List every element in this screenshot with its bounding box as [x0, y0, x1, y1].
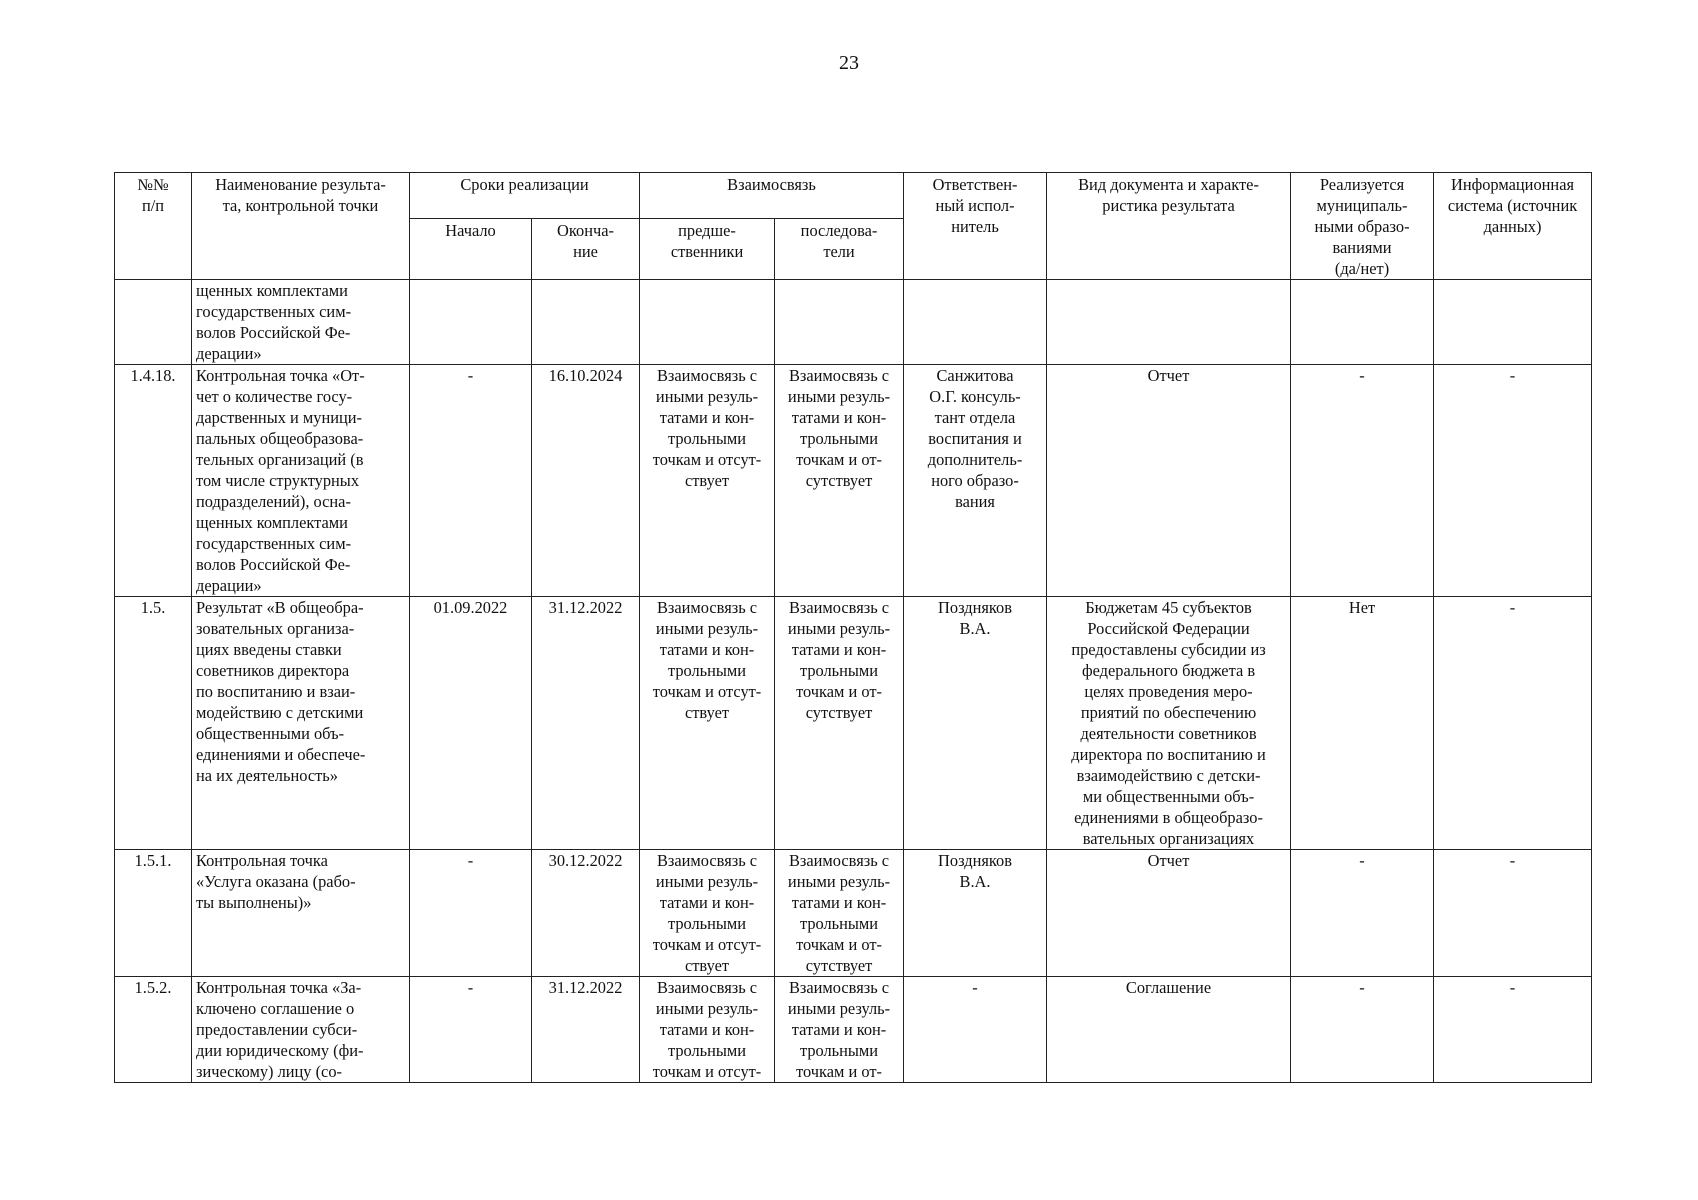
header-num: №№ п/п — [115, 173, 192, 280]
cell-succ: Взаимосвязь с иными резуль- татами и кон- трольными точкам и от- сутствует — [775, 850, 904, 977]
cell-pred: Взаимосвязь с иными резуль- татами и кон- трольными точкам и отсут- ствует — [640, 365, 775, 597]
cell-pred — [640, 280, 775, 365]
cell-succ — [775, 280, 904, 365]
header-doc: Вид документа и характе- ристика результата — [1047, 173, 1291, 280]
cell-end: 31.12.2022 — [532, 597, 640, 850]
cell-resp — [904, 280, 1047, 365]
table-row — [115, 597, 1592, 850]
header-link: Взаимосвязь — [640, 173, 904, 219]
cell-name: щенных комплектами государственных сим- волов Российской Фе- дерации» — [192, 280, 410, 365]
cell-doc — [1047, 280, 1291, 365]
cell-succ: Взаимосвязь с иными резуль- татами и кон- трольными точкам и от- сутствует — [775, 365, 904, 597]
cell-resp: Санжитова О.Г. консуль- тант отдела воспитания и дополнитель- ного образо- вания — [904, 365, 1047, 597]
cell-num — [115, 280, 192, 365]
cell-start — [410, 280, 532, 365]
cell-doc: Отчет — [1047, 850, 1291, 977]
cell-info: - — [1434, 850, 1592, 977]
cell-num: 1.5. — [115, 597, 192, 850]
page-number: 23 — [839, 52, 859, 74]
plan-table — [114, 172, 1592, 1083]
cell-pred: Взаимосвязь с иными резуль- татами и кон- трольными точкам и отсут- ствует — [640, 850, 775, 977]
cell-mun: - — [1291, 850, 1434, 977]
header-resp: Ответствен- ный испол- нитель — [904, 173, 1047, 280]
cell-end: 30.12.2022 — [532, 850, 640, 977]
cell-resp: Поздняков В.А. — [904, 850, 1047, 977]
header-pred: предше- ственники — [640, 218, 775, 279]
header-info: Информационная система (источник данных) — [1434, 173, 1592, 280]
cell-info — [1434, 280, 1592, 365]
cell-end: 31.12.2022 — [532, 977, 640, 1083]
header-name: Наименование результа- та, контрольной точки — [192, 173, 410, 280]
cell-resp: Поздняков В.А. — [904, 597, 1047, 850]
cell-name: Контрольная точка «От- чет о количестве госу- дарственных и муници- пальных общеобразова- тельных организаций (в том числе структурных подразделений), осна- щенных комплектами государственных сим- волов Российской Фе- дерации» — [192, 365, 410, 597]
cell-start: - — [410, 977, 532, 1083]
cell-start: - — [410, 365, 532, 597]
cell-pred: Взаимосвязь с иными резуль- татами и кон- трольными точкам и отсут- — [640, 977, 775, 1083]
cell-succ: Взаимосвязь с иными резуль- татами и кон- трольными точкам и от- — [775, 977, 904, 1083]
header-terms: Сроки реализации — [410, 173, 640, 219]
cell-doc: Отчет — [1047, 365, 1291, 597]
cell-info: - — [1434, 977, 1592, 1083]
cell-end — [532, 280, 640, 365]
cell-num: 1.4.18. — [115, 365, 192, 597]
header-row-1 — [115, 173, 1592, 219]
cell-pred: Взаимосвязь с иными резуль- татами и кон- трольными точкам и отсут- ствует — [640, 597, 775, 850]
cell-info: - — [1434, 597, 1592, 850]
cell-num: 1.5.1. — [115, 850, 192, 977]
header-end: Оконча- ние — [532, 218, 640, 279]
cell-succ: Взаимосвязь с иными резуль- татами и кон- трольными точкам и от- сутствует — [775, 597, 904, 850]
cell-name: Результат «В общеобра- зовательных организа- циях введены ставки советников директора по воспитанию и взаи- модействию с детскими общественными объ- единениями и обеспече- на их деятельность» — [192, 597, 410, 850]
cell-doc: Бюджетам 45 субъектов Российской Федерации предоставлены субсидии из федерального бюджета в целях проведения меро- приятий по обеспечению деятельности советников директора по воспитанию и взаимодействию с детски- ми общественными объ- единениями в общеобразо- вательных организациях — [1047, 597, 1291, 850]
cell-name: Контрольная точка «Услуга оказана (рабо- ты выполнены)» — [192, 850, 410, 977]
cell-resp: - — [904, 977, 1047, 1083]
cell-num: 1.5.2. — [115, 977, 192, 1083]
header-start: Начало — [410, 218, 532, 279]
table-row — [115, 977, 1592, 1083]
cell-mun — [1291, 280, 1434, 365]
table-row — [115, 850, 1592, 977]
cell-start: - — [410, 850, 532, 977]
cell-doc: Соглашение — [1047, 977, 1291, 1083]
cell-info: - — [1434, 365, 1592, 597]
cell-start: 01.09.2022 — [410, 597, 532, 850]
cell-mun: - — [1291, 977, 1434, 1083]
header-mun: Реализуется муниципаль- ными образо- ваниями (да/нет) — [1291, 173, 1434, 280]
cell-name: Контрольная точка «За- ключено соглашение о предоставлении субси- дии юридическому (фи- зическому) лицу (со- — [192, 977, 410, 1083]
cell-mun: - — [1291, 365, 1434, 597]
table-row — [115, 280, 1592, 365]
cell-mun: Нет — [1291, 597, 1434, 850]
table-row — [115, 365, 1592, 597]
header-succ: последова- тели — [775, 218, 904, 279]
cell-end: 16.10.2024 — [532, 365, 640, 597]
